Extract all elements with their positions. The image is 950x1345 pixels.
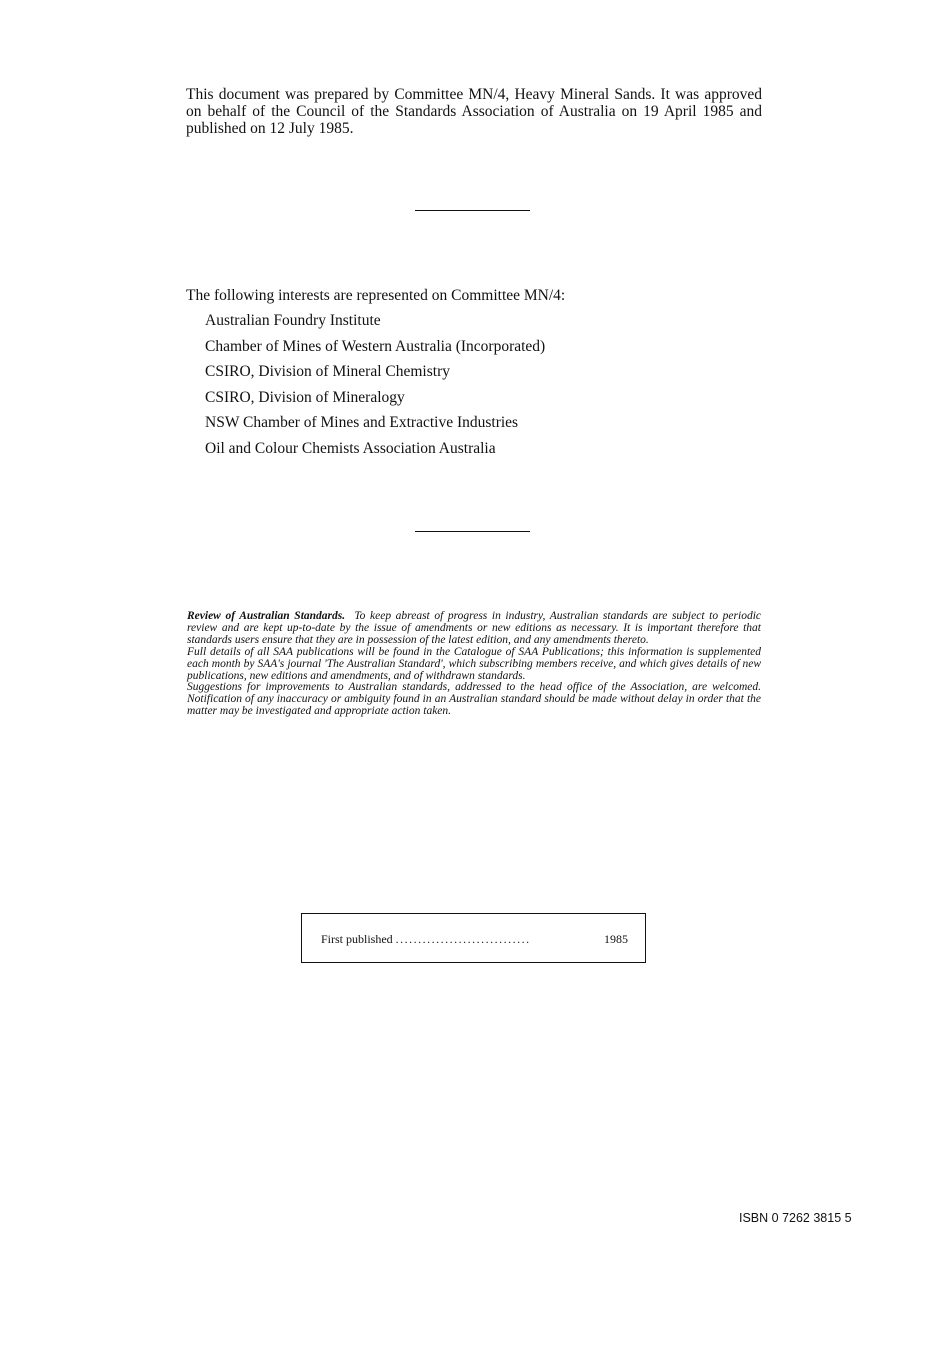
first-published-row bbox=[321, 932, 628, 947]
section-divider-bottom bbox=[415, 531, 530, 532]
first-published-box bbox=[301, 913, 646, 963]
section-divider-top bbox=[415, 210, 530, 211]
review-lead: Review of Australian Standards. bbox=[187, 610, 346, 622]
review-paragraph-2: Full details of all SAA publications will be found in the Catalogue of SAA Publications; this information is supplemented each month by SAA's journal 'The Australian Standard', which subscribing members receive, and which gives details of new publications, new editions and amendments, and of withdrawn standards. bbox=[187, 645, 761, 682]
preparation-statement: This document was prepared by Committee MN/4, Heavy Mineral Sands. It was approved on behalf of the Council of the Standards Association of Australia on 19 April 1985 and published on 12 July 1985. bbox=[186, 86, 762, 137]
interest-item: NSW Chamber of Mines and Extractive Industries bbox=[205, 414, 519, 432]
first-published-year: 1985 bbox=[604, 932, 628, 946]
committee-interests-list bbox=[205, 311, 545, 465]
interest-item: Chamber of Mines of Western Australia (Incorporated) bbox=[205, 337, 546, 355]
leader-dots: .............................. bbox=[395, 932, 531, 946]
committee-interests-heading: The following interests are represented on Committee MN/4: bbox=[186, 287, 566, 304]
interest-item: Australian Foundry Institute bbox=[205, 312, 381, 329]
review-text-1: To keep abreast of progress in industry, Australian standards are subject to periodic review and are kept up-to-date by the issue of amendments or new editions as necessary. It is important therefore that standards users ensure that they are in possession of the latest edition, and any amendments thereto. bbox=[187, 610, 762, 646]
first-published-label: First published bbox=[321, 932, 393, 946]
review-paragraph-3: Suggestions for improvements to Australian standards, addressed to the head office of the Association, are welcomed. Notification of any inaccuracy or ambiguity found in an Australian standard should be made without delay in order that the matter may be investigated and appropriate action taken. bbox=[187, 681, 761, 718]
interest-item: Oil and Colour Chemists Association Australia bbox=[205, 439, 496, 457]
isbn-number: ISBN 0 7262 3815 5 bbox=[739, 1211, 852, 1225]
review-notice bbox=[187, 611, 761, 718]
interest-item: CSIRO, Division of Mineralogy bbox=[205, 388, 405, 406]
review-paragraph-1 bbox=[187, 611, 761, 647]
interest-item: CSIRO, Division of Mineral Chemistry bbox=[205, 363, 450, 381]
